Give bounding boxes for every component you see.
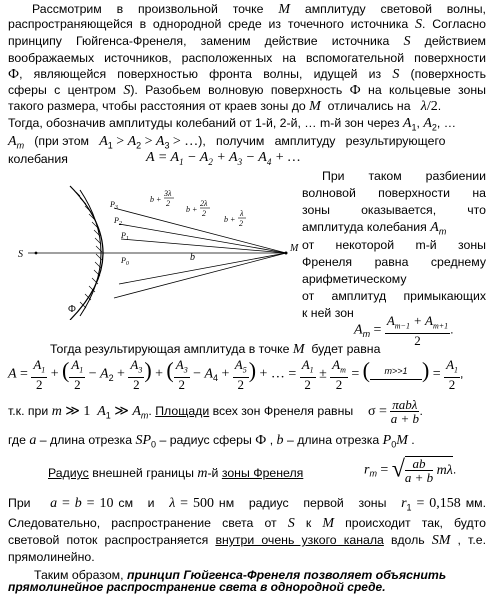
line-values: При a = b = 10 см и λ = 500 нм радиус первой зоны $r_1 = 0,158$ мм. [8, 496, 487, 513]
line-since: т.к. при m ≫ 1 $A_1$ ≫ $A_m$. Площади всех зон Френеля равны [8, 404, 354, 421]
right-col-line-7: арифметическому [302, 272, 407, 286]
svg-text:λ: λ [240, 209, 244, 218]
svg-text:2: 2 [202, 209, 206, 218]
svg-text:2: 2 [166, 199, 170, 208]
para1-line-10: колебания $A = A_1 - A_2 + A_3 - A_4$ + … [8, 152, 486, 167]
svg-text:b +: b + [186, 205, 198, 214]
label-P2: $P_2$ [114, 216, 122, 227]
para1-line-1: Рассмотрим в произвольной точке M амплитуду световой волны, [32, 2, 486, 17]
formula-long: A = $\frac{A_1}{2}$ + ( $\frac{A_1}{2}$ − $A_2$ + $\frac{A_3}{2}$ ) + ( $\frac{A_3}{2}$ − $A_4$ + $\frac{A_5}{2}$ ) + … = $\frac{A_1}{2}$ ± $\frac{A_m}{2}$ = ( m>>1 ) = $\frac{A_1}{2}$ , [8, 357, 464, 392]
label-M: M [290, 243, 299, 254]
limit-condition: m>>1 [370, 364, 422, 380]
svg-text:b +: b + [150, 195, 162, 204]
conclusion-line-2: световой поток распространяется внутри очень узкого канала вдоль SM , т.е. [8, 533, 486, 548]
formula-r: $r_m$ = √ $\frac{ab}{a + b}$ mλ. [364, 456, 457, 485]
svg-text:2: 2 [239, 219, 243, 228]
svg-text:3λ: 3λ [164, 189, 172, 198]
ray-P2 [119, 224, 286, 253]
para1-line-8: Тогда, обозначив амплитуды колебаний от 1-й, 2-й, … m-й зон через $A_1$, $A_2$, … [8, 116, 457, 133]
ray-P0-lower [119, 253, 286, 284]
label-P1: $P_1$ [121, 231, 129, 242]
formula-am: $A_m$ = $\frac{A_{m-1} + A_{m+1}}{2}$ . [354, 313, 454, 348]
ray-label-1 [224, 209, 246, 228]
right-col-line-8: от амплитуд примыкающих [302, 289, 486, 303]
line-where: где a – длина отрезка $SP_0$ – радиус сферы Ф , b – длина отрезка $P_0M$ . [8, 433, 415, 450]
right-col-line-6: Френеля равна среднему [302, 255, 486, 269]
final-line-1: Таким образом, принцип Гюйгенса-Френеля позволяет объяснить [34, 568, 447, 582]
label-b: b [190, 252, 195, 263]
ray-label-3 [150, 189, 174, 208]
fresnel-zone-diagram [18, 178, 303, 320]
label-Phi: Ф [68, 304, 76, 315]
para1-line-5: Ф, являющейся поверхностью фронта волны, идущей из S (поверхность [8, 67, 486, 82]
ray-P1 [121, 239, 286, 253]
line-radius: Радиус внешней границы m-й зоны Френеля [48, 466, 304, 481]
ray-label-2 [186, 199, 210, 218]
final-line-2: прямолинейное распространение света в однородной среде. [8, 580, 386, 594]
para1-line-3: принципу Гюйгенса-Френеля, заменим действие источника S действием [8, 34, 486, 49]
para1-line-9: $A_m$ (при этом $A_1 > A_2 > A_3$ > …), получим амплитуду результирующего [8, 134, 446, 151]
para1-line-6: сферы с центром S). Разобьем волновую поверхность Ф на кольцевые зоны [8, 83, 486, 98]
formula-sum: $A = A_1 - A_2 + A_3 - A_4$ + … [146, 150, 301, 167]
para1-line-7: такого размера, чтобы расстояния от краев зоны до M отличались на λ/2. [8, 99, 442, 114]
formula-sigma: σ = $\frac{\text{πabλ}}{a + b}$ . [368, 397, 423, 426]
label-S: S [18, 249, 23, 260]
label-P3: $P_3$ [110, 200, 118, 211]
ray-P3 [114, 208, 286, 253]
right-col-line-9: к ней зон [302, 306, 354, 320]
ray-P0-bottom [114, 253, 286, 298]
conclusion-line-3: прямолинейно. [8, 550, 95, 564]
right-col-line-3: зоны оказывается, что [302, 203, 486, 217]
right-col-line-2: волновой поверхности на [302, 186, 486, 200]
para1-line-4: воображаемых источников, расположенных на вспомогательной поверхности [8, 51, 486, 65]
right-col-line-4: амплитуда колебания $A_m$ [302, 220, 447, 237]
label-P0: $P_0$ [121, 256, 129, 267]
source-point-S [35, 252, 38, 255]
line-total: Тогда результирующая амплитуда в точке M будет равна [50, 342, 381, 357]
right-col-line-1: При таком разбиении [322, 169, 486, 183]
para1-line-2: распространяющейся в однородной среде из точечного источника S. Согласно [8, 17, 486, 32]
svg-text:b +: b + [224, 215, 236, 224]
svg-text:2λ: 2λ [200, 199, 208, 208]
conclusion-line-1: Следовательно, распространение света от S к M происходит так, будто [8, 516, 487, 531]
right-col-line-5: от некоторой m-й зоны [302, 238, 486, 252]
